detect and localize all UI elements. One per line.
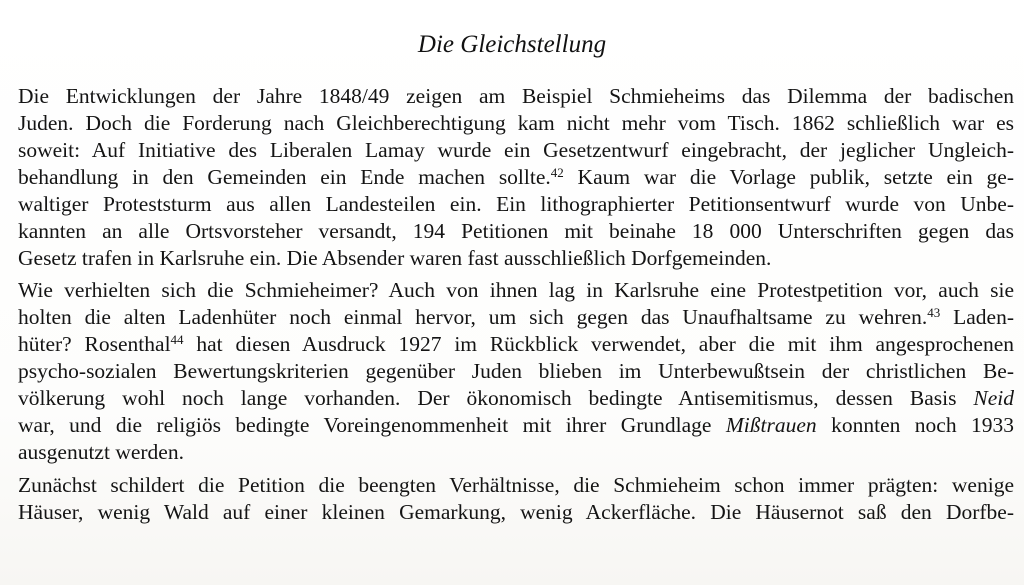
footnote-marker: 43: [927, 305, 941, 320]
section-title: Die Gleichstellung: [417, 31, 607, 58]
line-text: holten die alten Ladenhüter noch einmal hervor, um sich gegen das Unaufhaltsame zu wehren.: [18, 305, 928, 329]
footnote-marker: 44: [170, 332, 184, 347]
footnote-marker: 42: [550, 165, 564, 180]
text-line: [18, 304, 1014, 331]
text-line: [18, 277, 1014, 304]
line-text: ausgenutzt werden.: [18, 440, 184, 464]
text-line: [18, 439, 1014, 466]
text-line: [18, 218, 1014, 245]
line-text: Juden. Doch die Forderung nach Gleichberechtigung kam nicht mehr vom Tisch. 1862 schließlich war es: [18, 111, 1014, 135]
line-text: Gesetz trafen in Karlsruhe ein. Die Absender waren fast ausschließlich Dorfgemeinden.: [18, 246, 772, 270]
text-line: [18, 137, 1014, 164]
text-line: [18, 385, 1014, 412]
text-line: [18, 83, 1014, 110]
italic-word: Mißtrauen: [725, 413, 817, 437]
line-text: soweit: Auf Initiative des Liberalen Lamay wurde ein Gesetzentwurf eingebracht, der jeglicher Ungleich-: [18, 138, 1014, 162]
text-line: [18, 164, 1014, 191]
line-text: Die Entwicklungen der Jahre 1848/49 zeigen am Beispiel Schmieheims das Dilemma der badischen: [18, 84, 1014, 108]
line-text: konnten noch 1933: [816, 413, 1014, 437]
line-text: Kaum war die Vorlage publik, setzte ein ge-: [563, 165, 1014, 189]
text-line: [18, 412, 1014, 439]
line-text: psycho-sozialen Bewertungskriterien gegenüber Juden blieben im Unterbewußtsein der christlichen Be-: [18, 359, 1014, 383]
text-line: [18, 499, 1014, 526]
line-text: völkerung wohl noch lange vorhanden. Der ökonomisch bedingte Antisemitismus, dessen Basis: [18, 386, 974, 410]
line-text: Zunächst schildert die Petition die beengten Verhältnisse, die Schmieheim schon immer prägten: wenige: [18, 473, 1014, 497]
text-line: [18, 331, 1014, 358]
text-line: [18, 245, 1014, 272]
text-line: [18, 191, 1014, 218]
line-text: Laden-: [940, 305, 1014, 329]
italic-word: Neid: [973, 386, 1014, 410]
line-text: waltiger Proteststurm aus allen Landesteilen ein. Ein lithographierter Petitionsentwurf wurde von Unbe-: [18, 192, 1014, 216]
line-text: hat diesen Ausdruck 1927 im Rückblick verwendet, aber die mit ihm angesprochenen: [183, 332, 1014, 356]
text-line: [18, 110, 1014, 137]
line-text: Wie verhielten sich die Schmieheimer? Auch von ihnen lag in Karlsruhe eine Protestpetition vor, auch sie: [18, 278, 1014, 302]
text-line: [18, 472, 1014, 499]
line-text: hüter? Rosenthal: [18, 332, 171, 356]
text-line: [18, 358, 1014, 385]
line-text: war, und die religiös bedingte Voreingenommenheit mit ihrer Grundlage: [18, 413, 726, 437]
line-text: Häuser, wenig Wald auf einer kleinen Gemarkung, wenig Ackerfläche. Die Häusernot saß den Dorfbe-: [18, 500, 1014, 524]
line-text: kannten an alle Ortsvorsteher versandt, 194 Petitionen mit beinahe 18 000 Unterschriften gegen das: [18, 219, 1014, 243]
line-text: behandlung in den Gemeinden ein Ende machen sollte.: [18, 165, 551, 189]
